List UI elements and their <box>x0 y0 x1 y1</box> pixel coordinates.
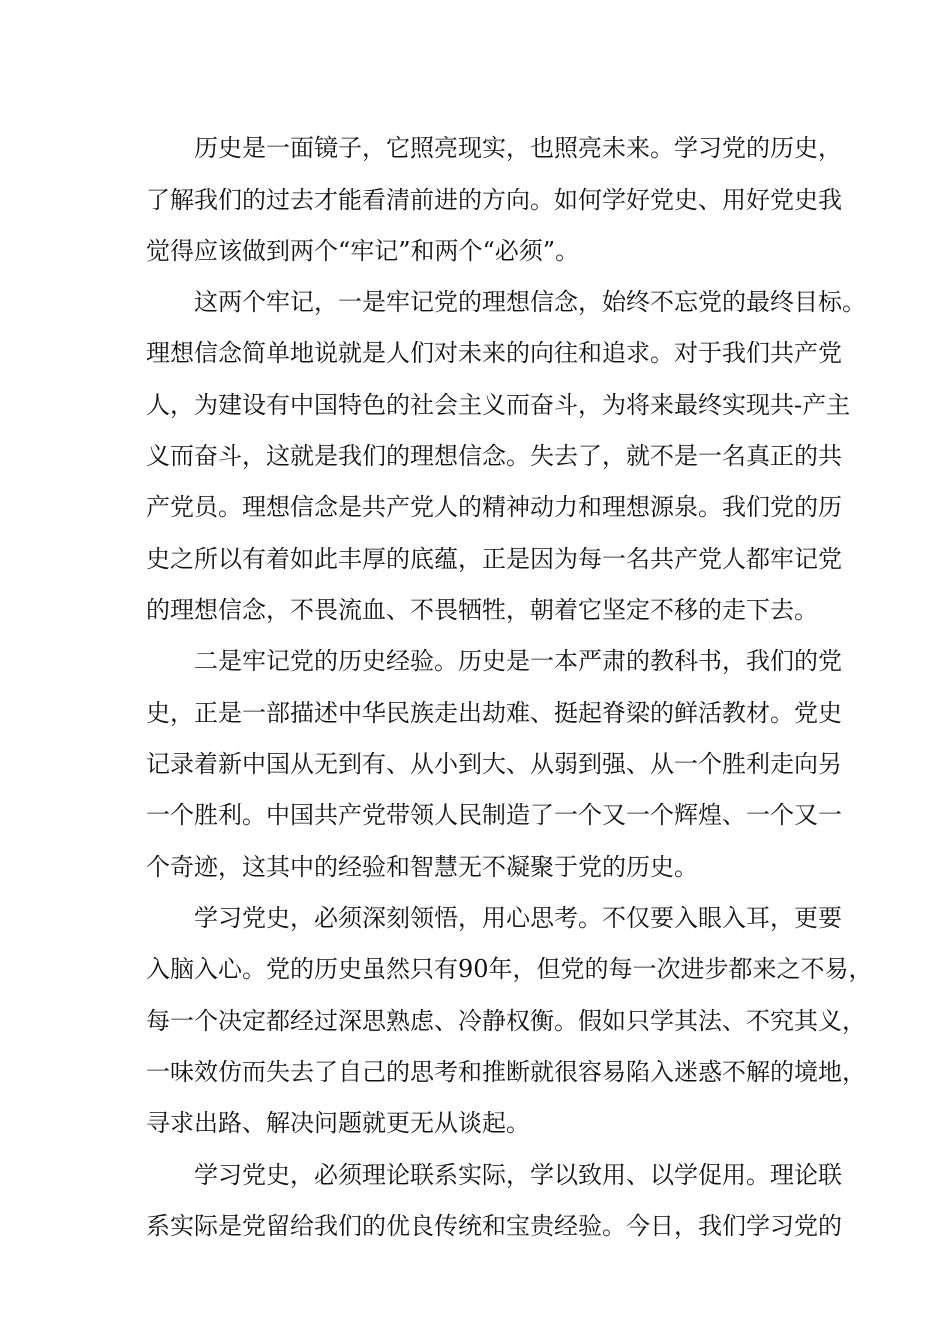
text-line: 学习党史，必须理论联系实际，学以致用、以学促用。理论联 <box>194 1161 842 1189</box>
text-line: 个奇迹，这其中的经验和智慧无不凝聚于党的历史。 <box>146 853 698 881</box>
text-line: 史，正是一部描述中华民族走出劫难、挺起脊梁的鲜活教材。党史 <box>146 699 842 727</box>
text-line: 了解我们的过去才能看清前进的方向。如何学好党史、用好党史我 <box>146 186 842 214</box>
text-line: 系实际是党留给我们的优良传统和宝贵经验。今日，我们学习党的 <box>146 1212 842 1240</box>
text-line: 寻求出路、解决问题就更无从谈起。 <box>146 1109 530 1137</box>
text-line: 入脑入心。党的历史虽然只有90年，但党的每一次进步都来之不易， <box>146 955 873 983</box>
text-line: 一味效仿而失去了自己的思考和推断就很容易陷入迷惑不解的境地， <box>146 1058 866 1086</box>
text-line: 记录着新中国从无到有、从小到大、从弱到强、从一个胜利走向另 <box>146 750 842 778</box>
text-line: 产党员。理想信念是共产党人的精神动力和理想源泉。我们党的历 <box>146 493 842 521</box>
text-line: 学习党史，必须深刻领悟，用心思考。不仅要入眼入耳，更要 <box>194 904 842 932</box>
text-line: 历史是一面镜子，它照亮现实，也照亮未来。学习党的历史， <box>194 134 842 162</box>
text-line: 理想信念简单地说就是人们对未来的向往和追求。对于我们共产党 <box>146 339 842 367</box>
text-line: 这两个牢记，一是牢记党的理想信念，始终不忘党的最终目标。 <box>194 288 866 316</box>
text-line: 的理想信念，不畏流血、不畏牺牲，朝着它坚定不移的走下去。 <box>146 596 818 624</box>
text-line: 人，为建设有中国特色的社会主义而奋斗，为将来最终实现共-产主 <box>146 391 851 419</box>
text-line: 每一个决定都经过深思熟虑、冷静权衡。假如只学其法、不究其义， <box>146 1007 866 1035</box>
text-line: 义而奋斗，这就是我们的理想信念。失去了，就不是一名真正的共 <box>146 442 842 470</box>
text-line: 觉得应该做到两个“牢记”和两个“必须”。 <box>146 237 580 265</box>
text-line: 史之所以有着如此丰厚的底蕴，正是因为每一名共产党人都牢记党 <box>146 545 842 573</box>
text-line: 二是牢记党的历史经验。历史是一本严肃的教科书，我们的党 <box>194 647 842 675</box>
text-line: 一个胜利。中国共产党带领人民制造了一个又一个辉煌、一个又一 <box>146 801 842 829</box>
